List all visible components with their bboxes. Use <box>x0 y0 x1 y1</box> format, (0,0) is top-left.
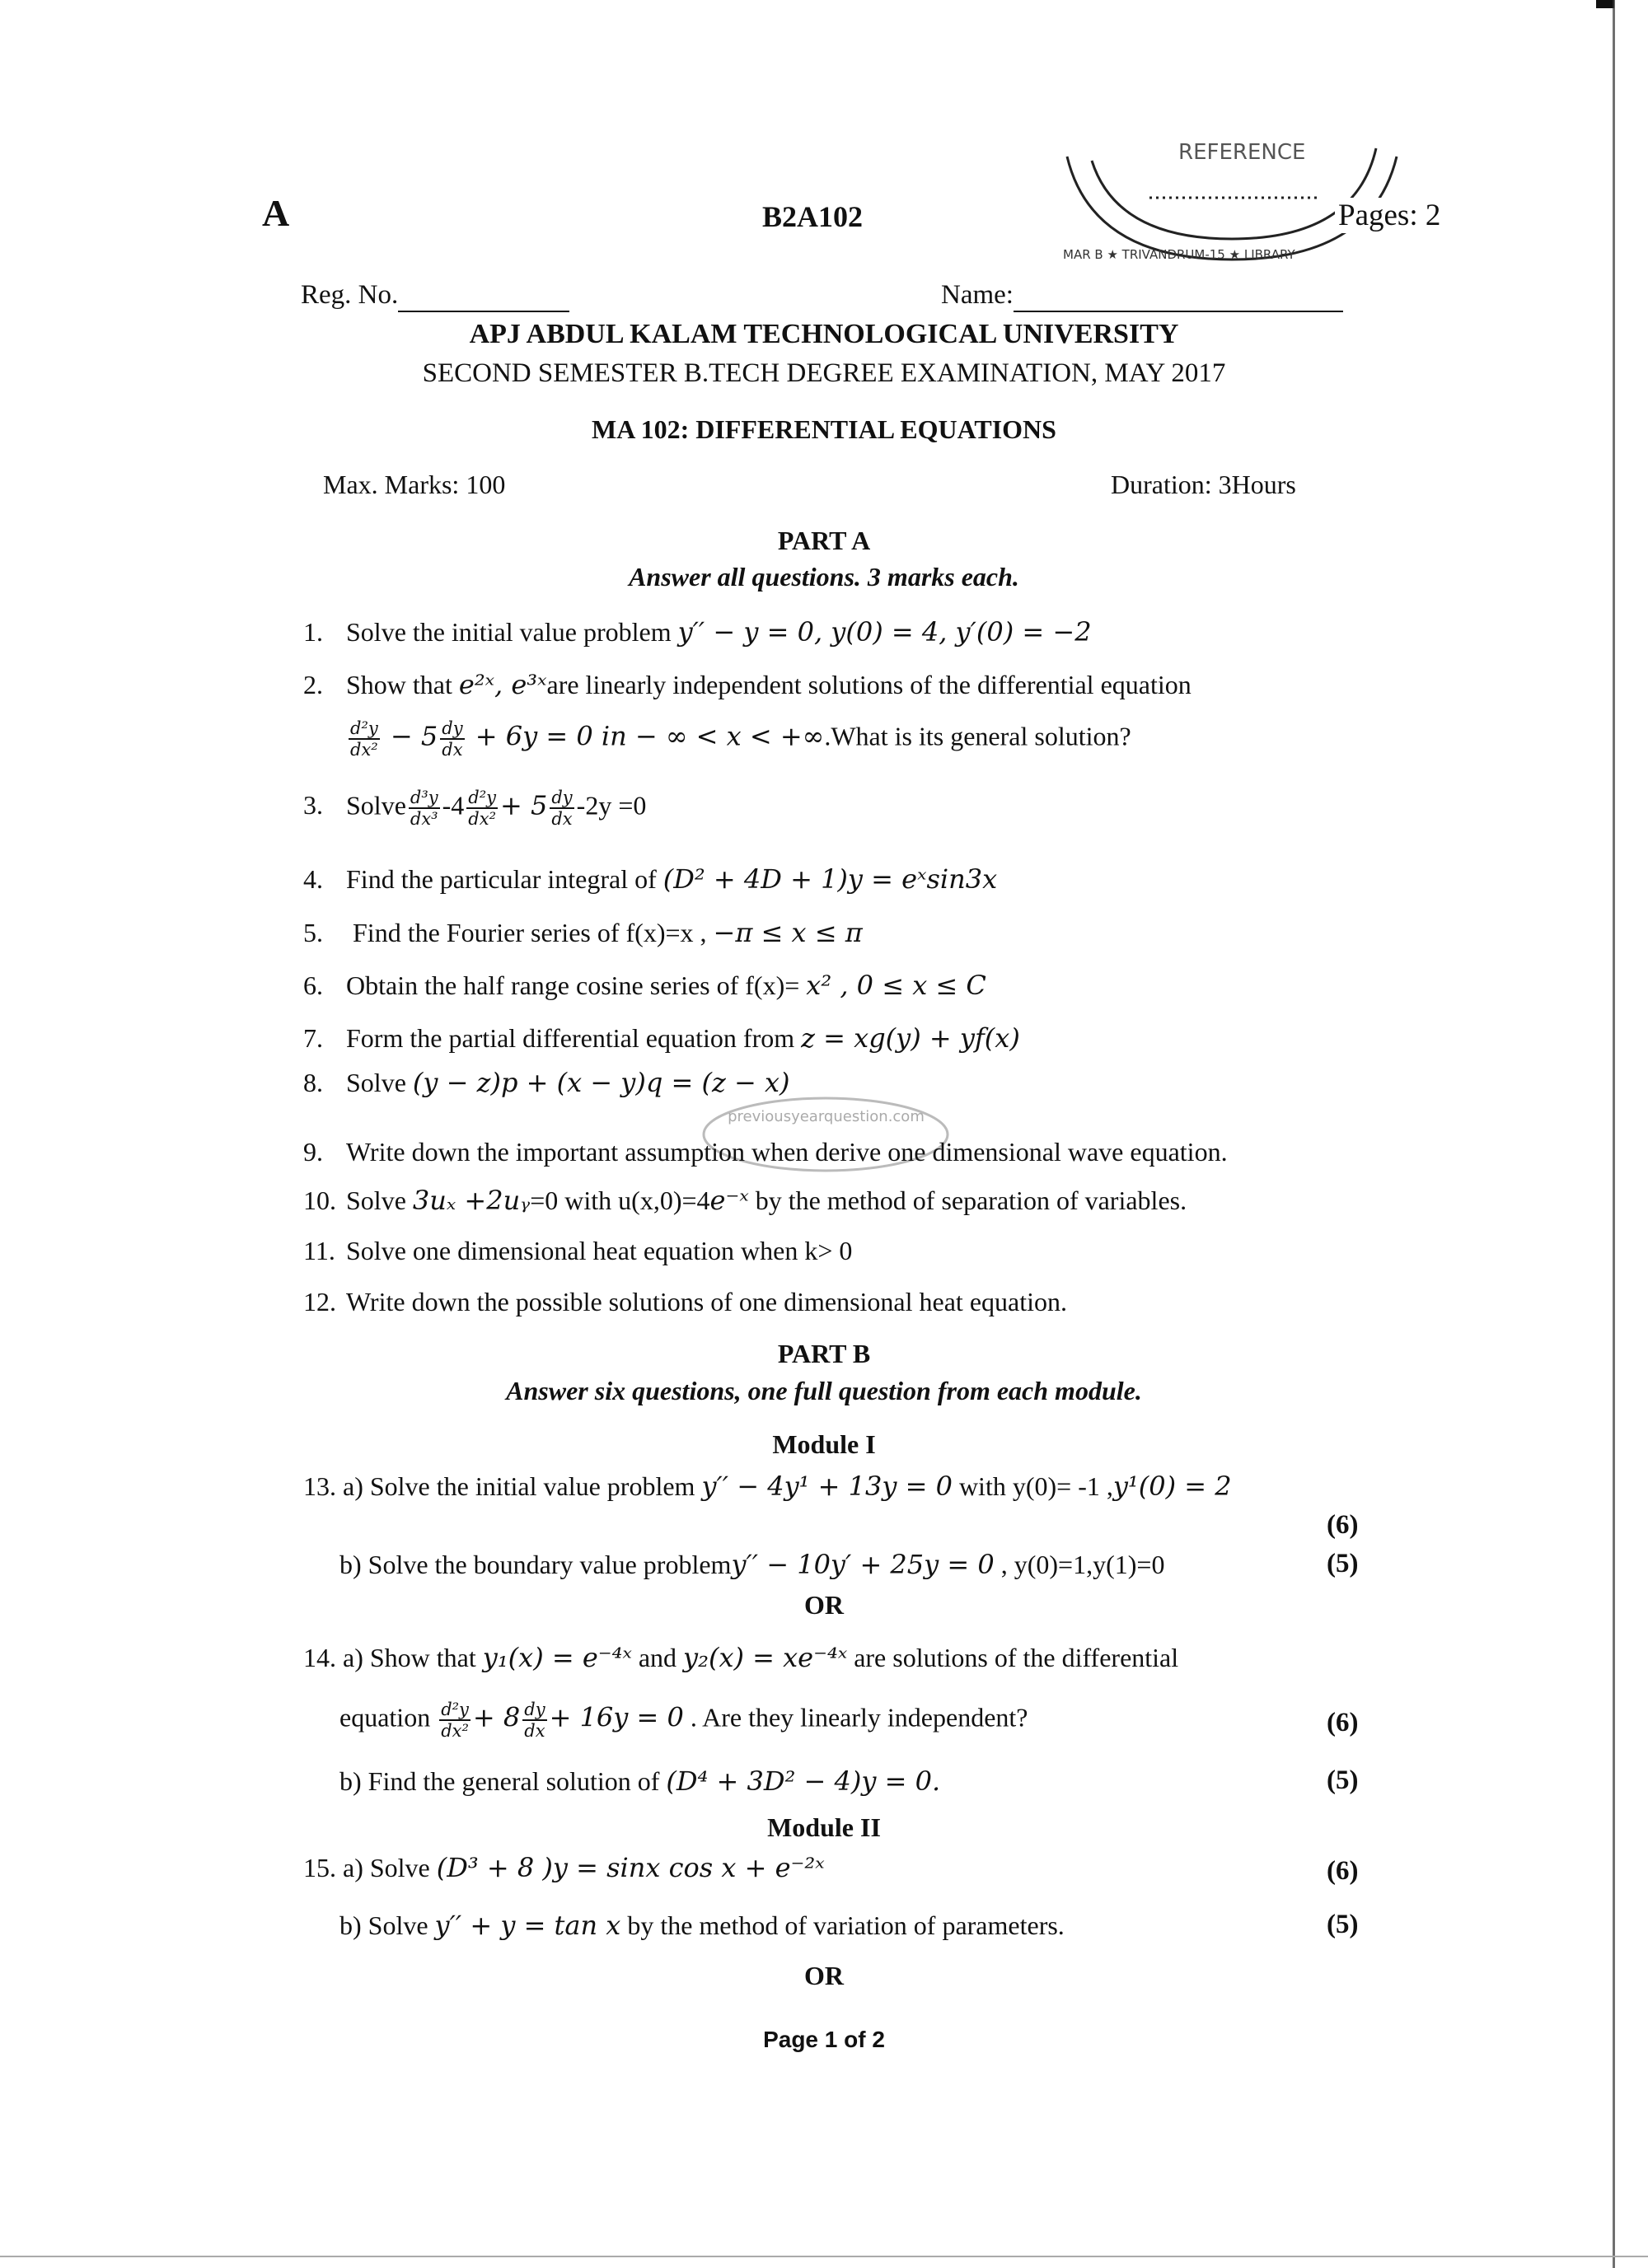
fraction: $\frac{\text{d³y}}{\text{dx³}}$ <box>410 788 438 829</box>
question-2: 2. Show that e²ˣ, e³ˣare linearly independent solutions of the differential equation <box>303 669 1192 700</box>
fraction: $\frac{dy}{dx}$ <box>524 1700 545 1741</box>
marks-15b: (5) <box>1327 1910 1359 1939</box>
fraction: $\frac{dy}{dx}$ <box>442 718 463 760</box>
part-b-instruction: Answer six questions, one full question from each module. <box>506 1376 1142 1405</box>
fraction: $\frac{\text{d²y}}{\text{dx²}}$ <box>350 718 378 760</box>
question-2-equation: $\frac{\text{d²y}}{\text{dx²}}$ − 5 $\frac{dy}{dx}$ + 6y = 0 in − ∞ < x < +∞.What is its general solution? <box>350 718 1131 760</box>
stamp-text: REFERENCE <box>1178 140 1306 165</box>
question-14a: 14. a) Show that y₁(x) = e⁻⁴ˣ and y₂(x) = xe⁻⁴ˣ are solutions of the differential <box>303 1642 1179 1673</box>
or-divider: OR <box>804 1590 844 1620</box>
module-2-title: Module II <box>767 1812 881 1842</box>
name-blank <box>1014 280 1343 312</box>
course-title: MA 102: DIFFERENTIAL EQUATIONS <box>592 414 1056 444</box>
exam-title: SECOND SEMESTER B.TECH DEGREE EXAMINATION, MAY 2017 <box>422 358 1226 388</box>
or-divider-2: OR <box>804 1961 844 1990</box>
scan-artifact <box>1596 0 1614 8</box>
duration: Duration: 3Hours <box>1111 470 1296 499</box>
university-name: APJ ABDUL KALAM TECHNOLOGICAL UNIVERSITY <box>469 319 1179 349</box>
marks-13a: (6) <box>1327 1510 1359 1540</box>
marks-14b: (5) <box>1327 1765 1359 1795</box>
question-10: 10. Solve 3uₓ +2uᵧ=0 with u(x,0)=4e⁻ˣ by the method of separation of variables. <box>303 1185 1187 1216</box>
question-13a: 13. a) Solve the initial value problem y′′ − 4y¹ + 13y = 0 with y(0)= -1 ,y¹(0) = 2 <box>303 1471 1232 1502</box>
question-13b: b) Solve the boundary value problemy′′ − 10y′ + 25y = 0 , y(0)=1,y(1)=0 <box>339 1549 1165 1580</box>
pages-count: Pages: 2 <box>1335 198 1444 233</box>
watermark-text: previousyearquestion.com <box>728 1108 925 1125</box>
question-14a-equation: equation $\frac{\text{d²y}}{\text{dx²}}$ + 8 $\frac{dy}{dx}$ + 16y = 0 . Are they linearly independent? <box>339 1700 1028 1741</box>
part-b-title: PART B <box>777 1339 871 1368</box>
question-3: 3. Solve $\frac{\text{d³y}}{\text{dx³}}$ -4 $\frac{\text{d²y}}{\text{dx²}}$ + 5 $\frac{dy}{dx}$ -2y =0 <box>303 788 647 829</box>
question-8: 8. Solve (y − z)p + (x − y)q = (z − x) <box>303 1067 790 1098</box>
fraction: $\frac{\text{d²y}}{\text{dx²}}$ <box>468 788 497 829</box>
page-number: Page 1 of 2 <box>763 2027 885 2052</box>
question-6: 6. Obtain the half range cosine series of f(x)= x² , 0 ≤ x ≤ C <box>303 970 986 1001</box>
question-11: 11. Solve one dimensional heat equation when k> 0 <box>303 1236 853 1265</box>
question-14b: b) Find the general solution of (D⁴ + 3D² − 4)y = 0. <box>339 1765 941 1797</box>
part-a-title: PART A <box>777 526 871 555</box>
scan-bottom-line <box>0 2256 1648 2257</box>
stamp-ring-text: MAR B ★ TRIVANDRUM-15 ★ LIBRARY <box>1063 247 1295 262</box>
paper-code: B2A102 <box>762 200 864 233</box>
reg-no-label: Reg. No. <box>301 280 399 310</box>
question-1: 1. Solve the initial value problem y′′ − y = 0, y(0) = 4, y′(0) = −2 <box>303 616 1092 648</box>
reg-no-blank <box>398 280 569 312</box>
part-a-instruction: Answer all questions. 3 marks each. <box>629 562 1019 592</box>
question-5: 5. Find the Fourier series of f(x)=x , −π ≤ x ≤ π <box>303 917 863 948</box>
series-letter: A <box>262 192 290 234</box>
max-marks: Max. Marks: 100 <box>323 470 506 499</box>
name-field <box>941 280 1343 312</box>
question-12: 12. Write down the possible solutions of one dimensional heat equation. <box>303 1287 1067 1316</box>
fraction: $\frac{\text{d²y}}{\text{dx²}}$ <box>441 1700 469 1741</box>
question-15b: b) Solve y′′ + y = tan x by the method of variation of parameters. <box>339 1910 1065 1941</box>
marks-15a: (6) <box>1327 1856 1359 1886</box>
question-4: 4. Find the particular integral of (D² + 4D + 1)y = eˣsin3x <box>303 863 998 895</box>
question-7: 7. Form the partial differential equation from z = xg(y) + yf(x) <box>303 1022 1020 1054</box>
name-label: Name: <box>941 280 1014 310</box>
reg-no-field <box>301 280 569 312</box>
question-9: 9. Write down the important assumption when derive one dimensional wave equation. <box>303 1137 1228 1167</box>
marks-13b: (5) <box>1327 1549 1359 1578</box>
fraction: $\frac{dy}{dx}$ <box>551 788 573 829</box>
question-15a: 15. a) Solve (D³ + 8 )y = sinx cos x + e⁻²ˣ <box>303 1852 825 1883</box>
module-1-title: Module I <box>772 1429 876 1459</box>
marks-14a: (6) <box>1327 1708 1359 1737</box>
